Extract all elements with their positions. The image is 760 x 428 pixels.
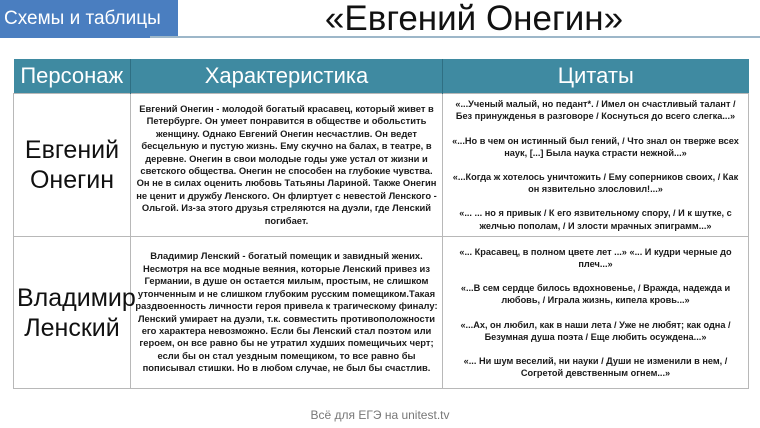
character-description: Евгений Онегин - молодой богатый красавец, который живет в Петербурге. Он умеет понравится в обществе и обольстить женщину. Однако Евгений Онегин несчастлив. Он ведет бесцельную и пустую жизнь. Ему скучно на балах, в театре, в деревне. Онегин в свои молодые годы уже устал от жизни и светского общества. Онегин не способен на глубокие чувства. Он не в силах оценить любовь Татьяны Лариной. Также Онегин не ценит и дружбу Ленского. Он флиртует с невестой Ленского - Ольгой. Из-за этого друзья стреляются на дуэли, где Ленский погибает. [131, 94, 443, 237]
quote: «...В сем сердце билось вдохновенье, / Вражда, надежда и любовь, / Играла жизнь, кипела кровь...» [460, 283, 731, 306]
character-name [14, 94, 131, 237]
character-description: Владимир Ленский - богатый помещик и завидный жених. Несмотря на все модные веяния, которые Ленский привез из Германии, в душе он остается милым, простым, не слишком утонченным и не слишком глубоким русским помещиком.Такая раздвоенность личности героя привела к трагическому финалу: Ленский умирает на дуэли, т.к. совместить противоположности его характера невозможно. Если бы Ленский стал поэтом или героем, он все равно бы не утратил худших помещичьих черт; если бы он стал уездным помещиком, то все равно бы пописывал стишки. Но в любом случае, не был бы счастлив. [131, 237, 443, 389]
footer-credit: Всё для ЕГЭ на unitest.tv [310, 408, 450, 422]
column-header-description: Характеристика [131, 59, 443, 94]
page-title: «Евгений Онегин» [324, 0, 624, 38]
quote: «... Ни шум веселий, ни науки / Души не изменили в нем, / Согретой девственным огнем...» [463, 355, 728, 379]
quote: «...Ах, он любил, как в наши лета / Уже не любят; как одна / Безумная душа поэта / Еще любить осуждена...» [460, 319, 731, 342]
quote: «... Красавец, в полном цвете лет ...» «... И кудри черные до плеч...» [459, 246, 732, 269]
character-quotes [443, 237, 749, 389]
column-header-character: Персонаж [14, 59, 131, 94]
table-header-row [14, 59, 749, 94]
character-last-name: Онегин [29, 166, 115, 194]
table-row-lensky [14, 237, 749, 389]
quote: «...Ученый малый, но педант*. / Имел он счастливый талант / Без принужденья в разговоре / Коснуться до всего слегка...» [455, 99, 736, 122]
quote: «...Но в чем он истинный был гений, / Что знал он тверже всех наук, [...] Была наука страсти нежной...» [452, 135, 739, 158]
column-header-quotes: Цитаты [443, 59, 749, 94]
section-badge: Схемы и таблицы [0, 0, 178, 38]
character-first-name: Владимир [17, 283, 136, 312]
quote: «...Когда ж хотелось уничтожить / Ему соперников своих, / Как он язвительно злословил!...» [452, 172, 739, 195]
character-first-name: Евгений [24, 136, 120, 164]
character-quotes [443, 94, 749, 237]
characters-table [13, 59, 749, 389]
table-row-onegin [14, 94, 749, 237]
character-name [14, 237, 136, 389]
character-last-name: Ленский [24, 313, 120, 342]
quote: «... ... но я привык / К его язвительному спору, / И к шутке, с желчью пополам, / И злости мрачных эпиграмм...» [459, 208, 732, 231]
